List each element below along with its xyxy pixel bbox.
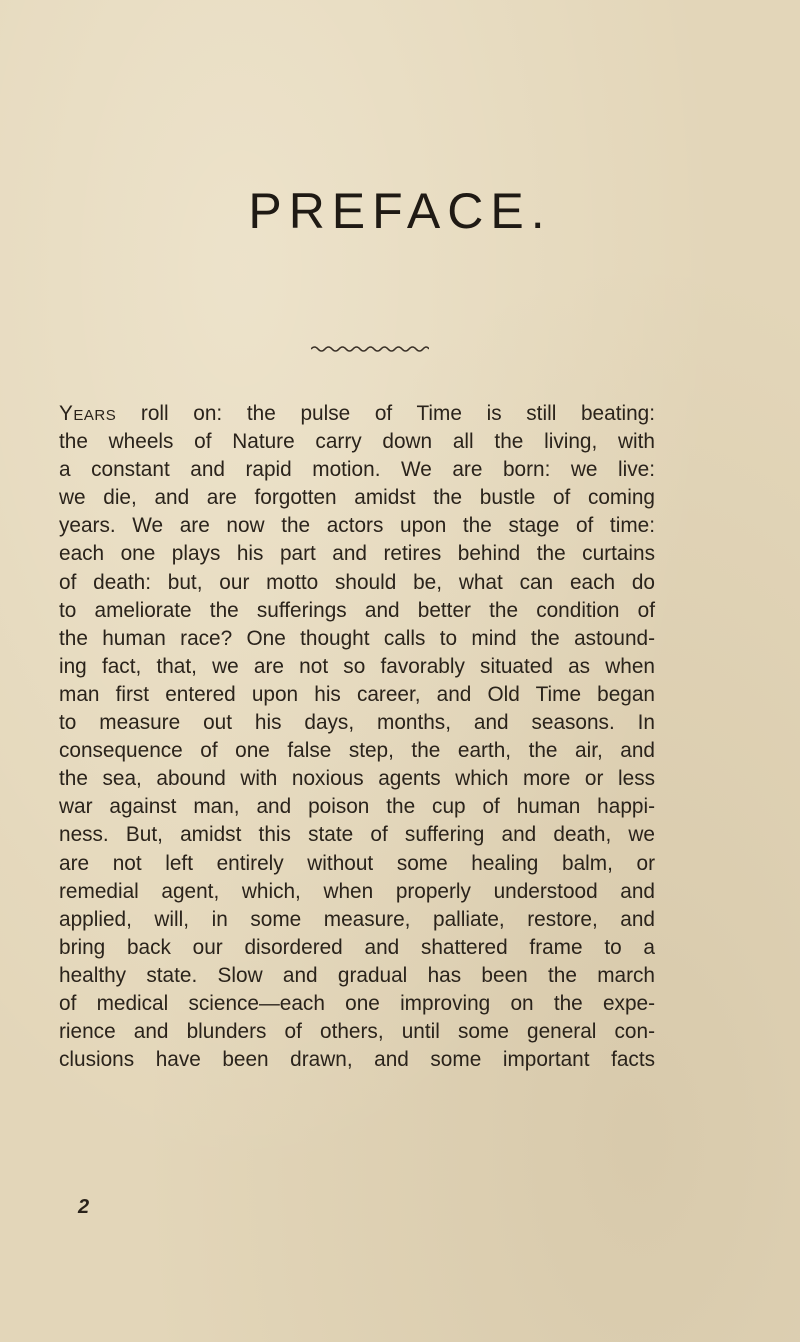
text-line: healthy state. Slow and gradual has been the march <box>59 963 655 987</box>
page-title: PREFACE. <box>248 183 552 239</box>
text-line: bring back our disordered and shattered frame to a <box>59 935 655 959</box>
text-line: ness. But, amidst this state of suffering and death, we <box>59 823 655 847</box>
signature-mark: 2 <box>78 1196 90 1218</box>
text-line: each one plays his part and retires behind the curtains <box>59 542 655 566</box>
text-line: clusions have been drawn, and some important facts <box>59 1048 655 1072</box>
text-line: are not left entirely without some healing balm, or <box>59 851 655 875</box>
text-line: war against man, and poison the cup of human happi- <box>59 795 655 819</box>
text-line: Years roll on: the pulse of Time is still beating: <box>59 402 655 425</box>
text-line: ing fact, that, we are not so favorably situated as when <box>59 654 655 678</box>
wavy-rule-icon <box>311 344 429 354</box>
text-line: to measure out his days, months, and seasons. In <box>59 711 655 735</box>
text-line: rience and blunders of others, until some general con- <box>59 1020 655 1044</box>
text-line: remedial agent, which, when properly understood and <box>59 879 655 903</box>
text-line: to ameliorate the sufferings and better the condition of <box>59 598 655 622</box>
preface-body <box>59 400 655 1074</box>
text-line: years. We are now the actors upon the stage of time: <box>59 514 655 538</box>
text-line: of death: but, our motto should be, what can each do <box>59 570 655 594</box>
text-line: the sea, abound with noxious agents which more or less <box>59 767 655 791</box>
text-line: a constant and rapid motion. We are born: we live: <box>59 458 655 482</box>
text-line: man first entered upon his career, and Old Time began <box>59 682 655 706</box>
text-line: applied, will, in some measure, palliate, restore, and <box>59 907 655 931</box>
text-line: consequence of one false step, the earth, the air, and <box>59 739 655 763</box>
text-line: of medical science—each one improving on the expe- <box>59 991 655 1015</box>
text-line: the wheels of Nature carry down all the living, with <box>59 430 655 454</box>
text-line: the human race? One thought calls to mind the astound- <box>59 626 655 650</box>
lead-word: Years <box>59 402 117 425</box>
text-line: we die, and are forgotten amidst the bustle of coming <box>59 486 655 510</box>
